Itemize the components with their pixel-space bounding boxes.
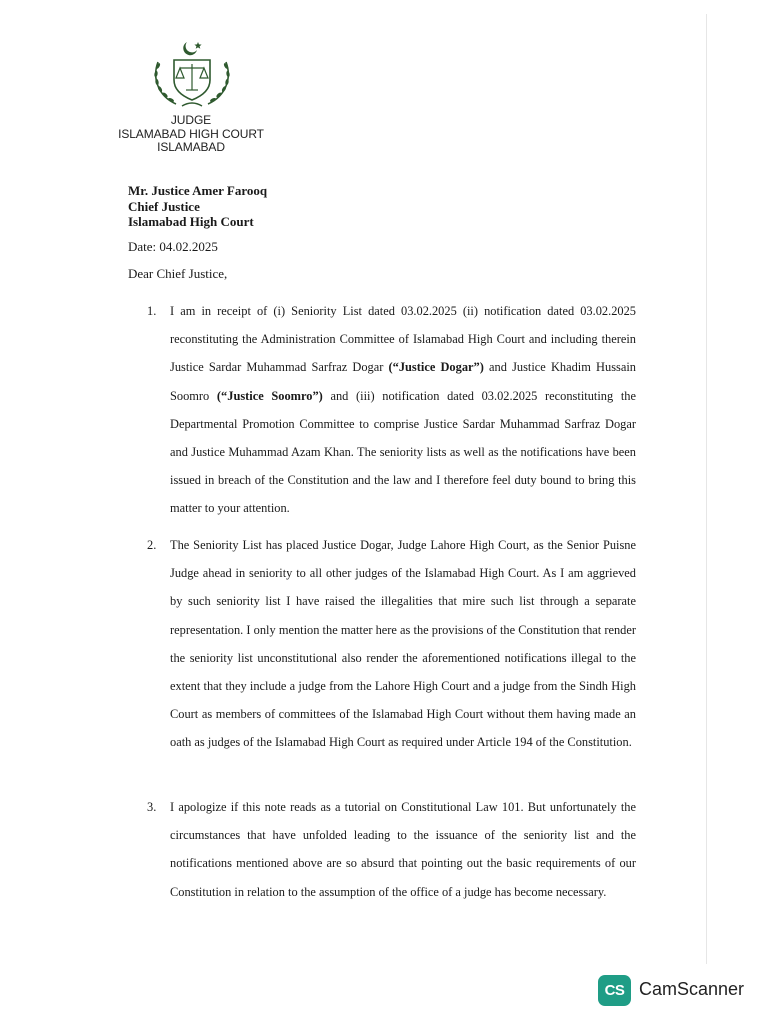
letter-date: Date: 04.02.2025 (128, 239, 218, 254)
defined-term: (“Justice Soomro”) (216, 388, 323, 403)
addressee-court: Islamabad High Court (128, 214, 254, 229)
salutation: Dear Chief Justice, (128, 266, 228, 281)
letterhead-city: ISLAMABAD (157, 140, 225, 154)
paragraph-text: and Justice Khadim Hussain Soomro (170, 360, 636, 403)
letterhead (100, 114, 282, 155)
paragraph-number: 2. (147, 538, 157, 552)
letterhead-title: JUDGE (170, 113, 212, 127)
paragraph-number: 3. (147, 800, 157, 814)
paragraph-2 (147, 531, 636, 757)
page-edge (706, 14, 707, 964)
court-crest-icon (146, 38, 238, 110)
addressee-name: Mr. Justice Amer Farooq (128, 183, 268, 198)
paragraph-text: The Seniority List has placed Justice Dogar, Judge Lahore High Court, as the Senior Puisne Judge ahead in seniority to all other judges of the Islamabad High Court. As I am aggrieved by such seniority list I have raised the illegalities that mire such list through a separate representation. I only mention the matter here as the provisions of the Constitution that render the seniority list unconstitutional also render the aforementioned notifications illegal to the extent that they include a judge from the Lahore High Court and a judge from the Sindh High Court as members of committees of the Islamabad High Court without them having made an oath as judges of the Islamabad High Court as required under Article 194 of the Constitution. (170, 538, 636, 750)
camscanner-watermark: CamScanner (639, 979, 745, 999)
paragraph-text: and (iii) notification dated 03.02.2025 reconstituting the Departmental Promotion Committee to comprise Justice Sardar Muhammad Sarfraz Dogar and Justice Muhammad Azam Khan. The seniority lists as well as the notifications have been issued in breach of the Constitution and the law and I therefore feel duty bound to bring this matter to your attention. (170, 388, 636, 516)
defined-term: (“Justice Dogar”) (388, 360, 484, 375)
paragraph-text: I apologize if this note reads as a tutorial on Constitutional Law 101. But unfortunately the circumstances that have unfolded leading to the issuance of the seniority list and the notifications mentioned above are so absurd that pointing out the basic requirements of our Constitution in relation to the assumption of the office of a judge has become necessary. (170, 800, 636, 899)
addressee-title: Chief Justice (128, 198, 200, 214)
paragraph-text: I am in receipt of (i) Seniority List dated 03.02.2025 (ii) notification dated 03.02.2025 reconstituting the Administration Committee of Islamabad High Court and including therein Justice Sardar Muhammad Sarfraz Dogar (170, 304, 636, 375)
paragraph-number: 1. (147, 304, 157, 318)
paragraph-1 (147, 297, 636, 523)
letterhead-court: ISLAMABAD HIGH COURT (118, 126, 264, 141)
addressee-block (128, 183, 267, 230)
paragraph-3 (147, 793, 636, 906)
camscanner-badge-text: CS (604, 982, 625, 999)
camscanner-logo-icon (598, 975, 631, 1006)
